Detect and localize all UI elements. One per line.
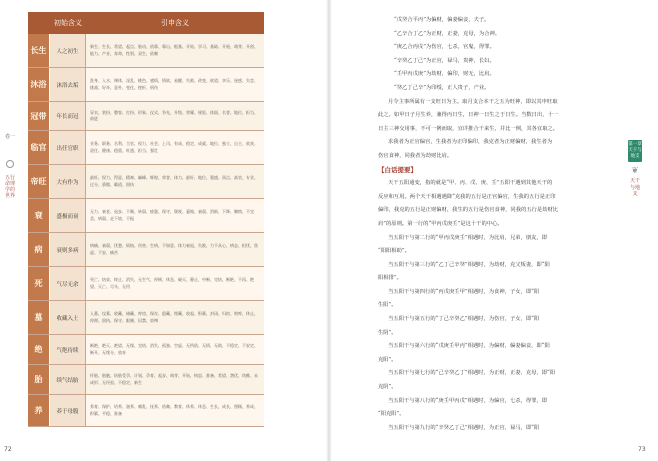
text-line: 反应和互用。两个天干相遇遇降“克我的五行是正官偏官，生我的五行是正印 (378, 193, 556, 200)
table-row (28, 335, 264, 365)
text-line: “辛癸乙丁己”为正官，禄马，贵神，长妇。 (394, 57, 495, 64)
taiji-icon (6, 160, 14, 168)
text-line: “庚乙合丙戌”为伤官，七杀，官鬼，得罪。 (394, 44, 495, 51)
text-line: 克阴”。 (378, 384, 397, 391)
text-line: 求我者为正官偏官，生我者为正印偏印，我克者为正财偏财，我生者为 (388, 139, 553, 146)
text-line: 肩”的原则。第一行的“甲丙戊庚壬”是这十干的中心。 (378, 220, 503, 227)
left-side-title: 五行命理学的世界 (4, 175, 15, 199)
extended-meaning: 业务、职务、名利、当官、权力、社会、上司、有成、稳定、成就、地位、独立、自主、收获、责任、健康、稳重、旺盛、担当、强壮 (86, 131, 264, 164)
extended-meaning: 死亡、结束、终止、消失、无生气、停顿、休息、破灭、静止、中断、完结、断绝、不再、绝望、灭亡、尽头、无用 (86, 267, 264, 300)
extended-meaning: 洗身、入水、裸体、淫乱、桃色、感情、情欲、易醒、失败、改变、欲望、享乐、迷惑、失恋、挑战、好奇、意外、变化、挫折、刑伤 (86, 68, 264, 101)
extended-meaning: 新生、生长、希望、起点、胎动、依靠、靠山、根基、开始、学习、基础、开展、萌芽、开创、能力、产业、寿命、性别、双生、依赖 (86, 34, 264, 67)
stage-name: 绝 (28, 335, 50, 364)
text-line: 当五阳干与第九行的“辛癸乙丁己”相遇时，为正官，禄马，即“阳 (388, 424, 540, 431)
text-line: 偏印，我克的五行是正财偏财，我生的五行是伤官食神，同我的五行是劫财比 (378, 207, 559, 214)
right-side-title: 天干与地支 (629, 178, 640, 197)
initial-meaning: 衰则多病 (50, 233, 86, 266)
left-chapter-label: 卷一 (4, 134, 15, 140)
stage-name: 帝旺 (28, 165, 50, 198)
right-page-text (378, 14, 618, 435)
stage-name: 临官 (28, 131, 50, 164)
text-line: 当五阳干与第八行的“庚壬甲丙戊”相遇时，为偏官，七杀，得罪，即 (388, 397, 548, 404)
table-header (28, 12, 264, 34)
text-line: 当五阳干与第五行的“丁己辛癸乙”相遇时，为伤官，子女，即“阳 (388, 316, 540, 323)
extended-meaning: 病痛、衰弱、忧愁、烦恼、伤害、生病、不如意、体力衰退、失败、力不从心、病态、担忧、焦虑、不安、痛苦 (86, 233, 264, 266)
table-row (28, 199, 264, 233)
table-row (28, 395, 264, 427)
text-line: “壬甲丙戊庚”为劫财，偏印，财无，比肩。 (394, 71, 495, 78)
text-line: 当五阳干与第六行的“戊庚壬甲丙”相遇时，为偏财，偏妻偏妾，即“阳 (388, 343, 550, 350)
section-heading: 【白话提要】 (378, 165, 417, 174)
extended-meaning: 无力、衰老、退步、不顺、转弱、疲惫、保守、颓废、萎缩、衰弱、消极、下降、懒惰、不完美、病弱、走下坡、不振 (86, 199, 264, 232)
right-page-number: 73 (638, 446, 646, 453)
stage-name: 冠带 (28, 102, 50, 130)
table-body (28, 34, 264, 427)
left-side-margin (4, 60, 16, 360)
chapter-badge: 第一章 天干与地支 (628, 140, 642, 162)
text-line: “阳阳相助”。 (378, 248, 410, 255)
text-line: 当五阳干与第三行的“乙丁己辛癸”相遇时，为劫财，克父叛妻，即“阳 (388, 261, 550, 268)
initial-meaning: 续气结胎 (50, 365, 86, 394)
extended-meaning: 最旺、权力、得意、精神、巅峰、辉煌、荣誉、体力、最好、地位、强盛、顶点、高官、专业、过分、骄傲、霸道、固执 (86, 165, 264, 198)
initial-meaning: 盛极而衰 (50, 199, 86, 232)
header-initial: 初始含义 (54, 19, 82, 27)
table-row (28, 34, 264, 68)
header-extended: 引申含义 (161, 19, 189, 27)
text-line: 克阳”。 (378, 356, 397, 363)
extended-meaning: 穿衣、装扮、整容、打扮、形象、仪式、争先、升级、荣耀、规矩、体面、名誉、地位、担当、前进 (86, 102, 264, 130)
text-line: 日主三神交用事，不可一例而取，宜详推合干来生，并比一例，其各宜取之。 (378, 125, 559, 132)
text-line: 当五阳干与第四行的“丙戊庚壬甲”相遇时，为食神，子女，即“阳 (388, 288, 540, 295)
stage-name: 养 (28, 395, 50, 426)
initial-meaning: 收藏入土 (50, 301, 86, 334)
stage-name: 衰 (28, 199, 50, 232)
initial-meaning: 气绝待续 (50, 335, 86, 364)
text-line: “乙辛合丁乙”为正财，正妻，克母，为合神。 (394, 30, 501, 37)
initial-meaning: 出任官职 (50, 131, 86, 164)
stage-name: 胎 (28, 365, 50, 394)
table-row (28, 365, 264, 395)
initial-meaning: 年长而冠 (50, 102, 86, 130)
initial-meaning: 大有作为 (50, 165, 86, 198)
header-stage (28, 12, 50, 34)
extended-meaning: 断绝、绝灭、绝望、无缘、完结、消失、孤独、空虚、无所依、无情、无助、不稳定、不安定、断开、无缘分、放弃 (86, 335, 264, 364)
extended-meaning: 养育、保护、培养、滋养、哺乳、抚养、依赖、教育、休养、休息、生长、成长、照顾、养成、积累、平稳、准备 (86, 395, 264, 426)
table-row (28, 68, 264, 102)
text-line: “癸乙丁己辛”为印绶，正人贵子，产业。 (394, 84, 490, 91)
text-line: “阳克阳”。 (378, 411, 405, 418)
text-line: 伤官食神，同我者为劫财比肩。 (378, 152, 453, 159)
text-line: 当五阳干与第二行的“甲丙戊庚壬”相遇时，为比肩，兄弟，朋友，即 (388, 234, 548, 241)
extended-meaning: 怀胎、胎胞、结胎受孕、计划、孕育、起步、萌芽、开始、构思、准备、希望、潜伏、幼稚、未成形、无经验、不稳定、新生 (86, 365, 264, 394)
table-row (28, 301, 264, 335)
table-row (28, 233, 264, 267)
extended-meaning: 入墓、坟墓、收藏、储藏、库房、保存、隐藏、埋藏、收起、积蓄、封闭、归宿、财库、休止、停滞、固执、保守、限制、囚禁、束缚 (86, 301, 264, 334)
table-row (28, 131, 264, 165)
initial-meaning: 气尽无余 (50, 267, 86, 300)
stage-name: 墓 (28, 301, 50, 334)
wing-ornament-icon: ❦ (631, 166, 639, 176)
initial-meaning: 人之初生 (50, 34, 86, 67)
text-line: 生阴”。 (378, 329, 397, 336)
stage-name: 死 (28, 267, 50, 300)
right-side-margin (628, 140, 642, 270)
initial-meaning: 养于母腹 (50, 395, 86, 426)
table-row (28, 102, 264, 131)
text-line: 阳相排”。 (378, 275, 402, 282)
stage-name: 沐浴 (28, 68, 50, 101)
text-line: 当五阳干与第七行的“己辛癸乙丁”相遇时，为正财，正妻，克母，即“阳 (388, 370, 556, 377)
left-page-number: 72 (4, 446, 12, 453)
table-row (28, 165, 264, 199)
book-gutter (326, 0, 332, 461)
text-line: 此之。如甲日子月生养，兼得丙日生，日神一日生之于日生。当数日出，十一 (378, 112, 559, 119)
initial-meaning: 沐浴去垢 (50, 68, 86, 101)
text-line: 天干五阳通变，指的就是“甲、丙、戊、庚、壬”五阳干遇到其他天干的 (388, 180, 553, 187)
text-line: “戊癸合平丙”为偏财，偏妻偏妾，夫子。 (394, 17, 490, 23)
stage-name: 病 (28, 233, 50, 266)
text-line: 月令主事所属有一支旺日为主。取月支合本干之五为旺神，即以其申旺取 (388, 98, 558, 105)
twelve-stages-table (28, 12, 264, 427)
stage-name: 长生 (28, 34, 50, 67)
text-line: 生阳”。 (378, 302, 397, 309)
table-row (28, 267, 264, 301)
